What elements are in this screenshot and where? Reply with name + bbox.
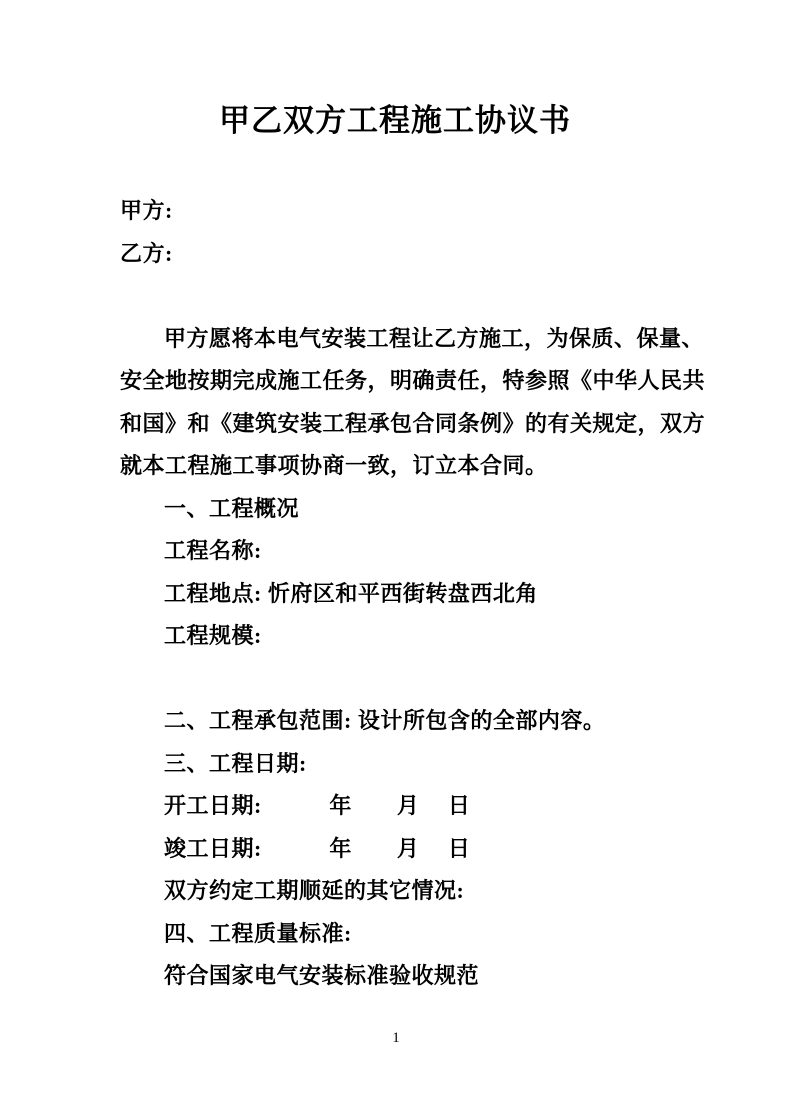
- text-line: 四、工程质量标准:: [164, 920, 352, 946]
- document-title: 甲乙双方工程施工协议书: [219, 103, 571, 138]
- text-line: 甲方愿将本电气安装工程让乙方施工，为保质、保量、: [164, 325, 705, 351]
- text-line: 工程规模:: [164, 623, 262, 648]
- text-line: 竣工日期: 年 月 日: [164, 835, 471, 861]
- text-line: 就本工程施工事项协商一致，订立本合同。: [120, 453, 548, 478]
- text-line: 三、工程日期:: [164, 750, 307, 776]
- document-body: [120, 190, 706, 998]
- text-line: 工程名称:: [164, 538, 262, 563]
- blank-line: [120, 658, 670, 701]
- text-line: 二、工程承包范围: 设计所包含的全部内容。: [164, 708, 606, 733]
- text-line: 开工日期: 年 月 日: [164, 793, 471, 818]
- text-line: 甲方:: [120, 198, 173, 223]
- text-line: 一、工程概况: [164, 495, 300, 521]
- blank-line: [120, 275, 670, 318]
- text-line: 符合国家电气安装标准验收规范: [164, 963, 480, 988]
- text-line: 和国》和《建筑安装工程承包合同条例》的有关规定，双方: [120, 410, 706, 436]
- text-line: 乙方:: [120, 240, 173, 266]
- page-number: 1: [392, 1030, 400, 1046]
- text-line: 双方约定工期顺延的其它情况:: [164, 878, 465, 903]
- text-line: 安全地按期完成施工任务，明确责任，特参照《中华人民共: [120, 368, 706, 393]
- text-line: 工程地点: 忻府区和平西街转盘西北角: [164, 580, 538, 606]
